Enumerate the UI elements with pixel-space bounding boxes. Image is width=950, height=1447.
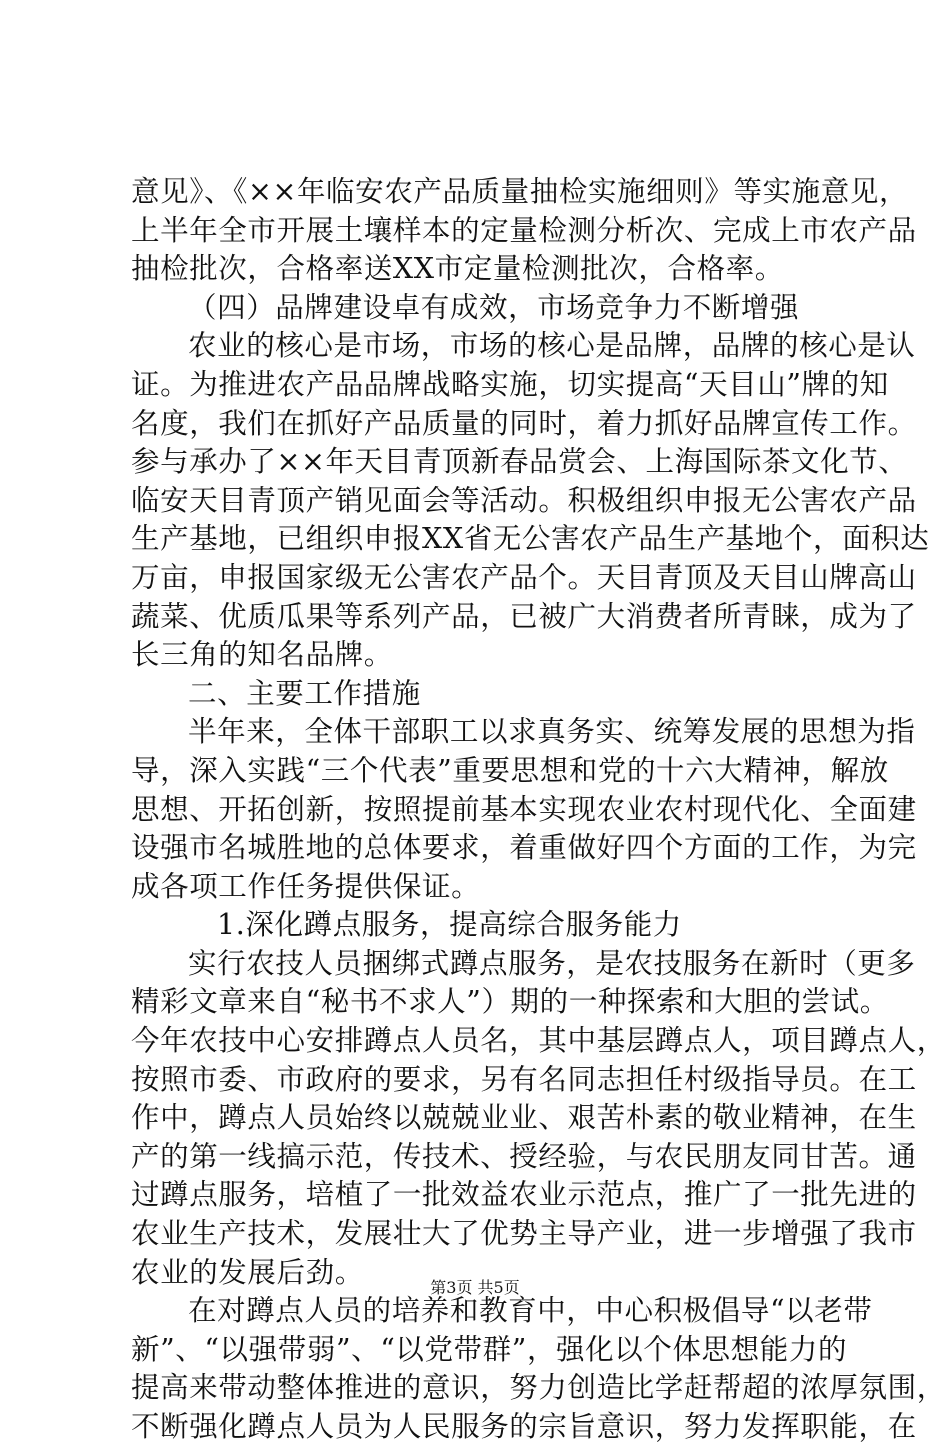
text-line: 精彩文章来自“秘书不求人”）期的一种探索和大胆的尝试。	[131, 985, 889, 1019]
text-line: 临安天目青顶产销见面会等活动。积极组织申报无公害农产品	[131, 483, 917, 517]
text-line: 思想、开拓创新，按照提前基本实现农业农村现代化、全面建	[131, 792, 917, 826]
text-line: 今年农技中心安排蹲点人员名，其中基层蹲点人，项目蹲点人，	[131, 1024, 946, 1058]
text-line: 提高来带动整体推进的意识，努力创造比学赶帮超的浓厚氛围，	[131, 1371, 946, 1405]
text-line: 设强市名城胜地的总体要求，着重做好四个方面的工作，为完	[131, 831, 917, 865]
text-line: 在对蹲点人员的培养和教育中，中心积极倡导“以老带	[188, 1294, 873, 1328]
text-line: 万亩，申报国家级无公害农产品个。天目青顶及天目山牌高山	[131, 560, 917, 594]
text-line: 二、主要工作措施	[188, 676, 421, 710]
document-body	[131, 173, 946, 1447]
text-line: （四）品牌建设卓有成效，市场竞争力不断增强	[188, 290, 800, 324]
text-line: 生产基地，已组织申报XX省无公害农产品生产基地个，面积达	[131, 522, 930, 556]
text-line: 名度，我们在抓好产品质量的同时，着力抓好品牌宣传工作。	[131, 406, 917, 440]
text-line: 新”、“以强带弱”、“以党带群”，强化以个体思想能力的	[131, 1332, 848, 1366]
text-line: 1.深化蹲点服务，提高综合服务能力	[217, 908, 682, 942]
text-line: 导，深入实践“三个代表”重要思想和党的十六大精神，解放	[131, 753, 889, 787]
text-line: 半年来，全体干部职工以求真务实、统筹发展的思想为指	[188, 715, 916, 749]
text-line: 蔬菜、优质瓜果等系列产品，已被广大消费者所青睐，成为了	[131, 599, 917, 633]
text-line: 参与承办了××年天目青顶新春品赏会、上海国际茶文化节、	[131, 445, 908, 479]
text-line: 成各项工作任务提供保证。	[131, 869, 481, 903]
text-line: 产的第一线搞示范，传技术、授经验，与农民朋友同甘苦。通	[131, 1139, 917, 1173]
text-line: 农业的发展后劲。	[131, 1255, 364, 1289]
text-line: 作中，蹲点人员始终以兢兢业业、艰苦朴素的敬业精神，在生	[131, 1101, 917, 1135]
text-line: 按照市委、市政府的要求，另有名同志担任村级指导员。在工	[131, 1062, 917, 1096]
text-line: 长三角的知名品牌。	[131, 638, 393, 672]
text-line: 农业生产技术，发展壮大了优势主导产业，进一步增强了我市	[131, 1217, 917, 1251]
text-line: 过蹲点服务，培植了一批效益农业示范点，推广了一批先进的	[131, 1178, 917, 1212]
text-line: 意见》、《××年临安农产品质量抽检实施细则》等实施意见，	[131, 175, 909, 208]
text-line: 不断强化蹲点人员为人民服务的宗旨意识，努力发挥职能，在	[131, 1410, 917, 1443]
text-line: 抽检批次，合格率送XX市定量检测批次，合格率。	[131, 252, 784, 286]
page-number-footer: 第3页 共5页	[430, 1278, 520, 1297]
text-line: 农业的核心是市场，市场的核心是品牌，品牌的核心是认	[188, 329, 916, 363]
text-line: 证。为推进农产品品牌战略实施，切实提高“天目山”牌的知	[131, 367, 889, 401]
text-line: 上半年全市开展土壤样本的定量检测分析次、完成上市农产品	[131, 213, 917, 247]
text-line: 实行农技人员捆绑式蹲点服务，是农技服务在新时（更多	[188, 946, 916, 980]
